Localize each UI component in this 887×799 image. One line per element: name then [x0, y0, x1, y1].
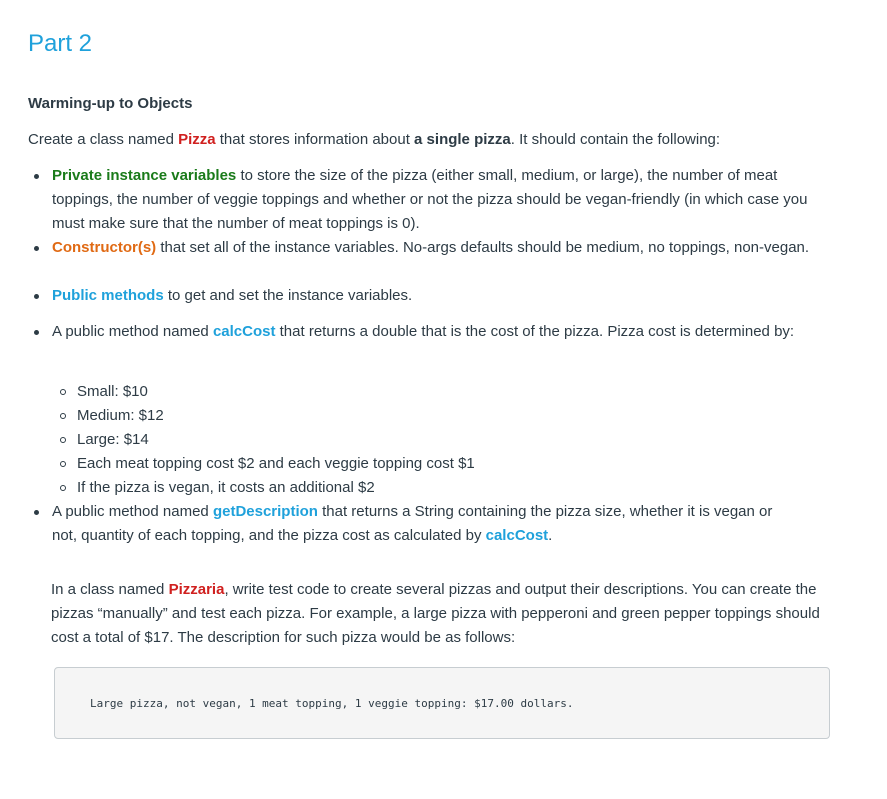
list-item-public-methods: Public methods to get and set the instance variables. — [52, 287, 413, 304]
cost-item: Medium: $12 — [77, 407, 164, 424]
section-subtitle: Warming-up to Objects — [28, 95, 193, 112]
code-block — [54, 667, 830, 739]
cost-item: Small: $10 — [77, 383, 148, 400]
cost-item: Each meat topping cost $2 and each veggie topping cost $1 — [77, 455, 475, 472]
test-paragraph: In a class named Pizzaria, write test code to create several pizzas and output their descriptions. You can create the pizzas “manually” and test each pizza. For example, a large pizza with pepperoni and green pepper toppings should cost a total of $17. The description for such pizza would be as follows: — [51, 581, 820, 646]
cost-item: Large: $14 — [77, 431, 149, 448]
circle-bullet-icon — [60, 389, 66, 395]
circle-bullet-icon — [60, 413, 66, 419]
page-title: Part 2 — [28, 30, 93, 57]
class-name-pizza: Pizza — [178, 131, 216, 148]
bullet-icon — [34, 174, 39, 179]
code-sample: Large pizza, not vegan, 1 meat topping, 1 veggie topping: $17.00 dollars. — [90, 697, 574, 710]
method-calccost: calcCost — [212, 323, 276, 340]
list-item-instance-variables: Private instance variables to store the size of the pizza (either small, medium, or large), the number of meat toppings, the number of veggie toppings and whether or not the pizza should be vegan-friendly (in which case you must make sure that the number of meat toppings is 0). — [52, 167, 808, 232]
emphasis-single-pizza: a single pizza — [414, 131, 511, 148]
circle-bullet-icon — [60, 437, 66, 443]
list-item-getdescription: A public method named getDescription that returns a String containing the pizza size, whether it is vegan or not, quantity of each topping, and the pizza cost as calculated by calcCost. — [52, 503, 773, 544]
cost-item: If the pizza is vegan, it costs an additional $2 — [77, 479, 375, 496]
method-calccost-ref: calcCost — [485, 527, 549, 544]
circle-bullet-icon — [60, 461, 66, 467]
method-getdescription: getDescription — [212, 503, 318, 520]
bullet-icon — [34, 246, 39, 251]
bullet-icon — [34, 330, 39, 335]
list-item-calccost: A public method named calcCost that returns a double that is the cost of the pizza. Pizza cost is determined by: — [52, 323, 795, 340]
circle-bullet-icon — [60, 485, 66, 491]
bullet-icon — [34, 294, 39, 299]
list-item-constructors: Constructor(s) that set all of the instance variables. No-args defaults should be medium, no toppings, non-vegan. — [52, 239, 810, 256]
bullet-icon — [34, 510, 39, 515]
class-name-pizzaria: Pizzaria — [168, 581, 225, 598]
intro-paragraph: Create a class named Pizza that stores information about a single pizza. It should contain the following: — [28, 131, 721, 148]
